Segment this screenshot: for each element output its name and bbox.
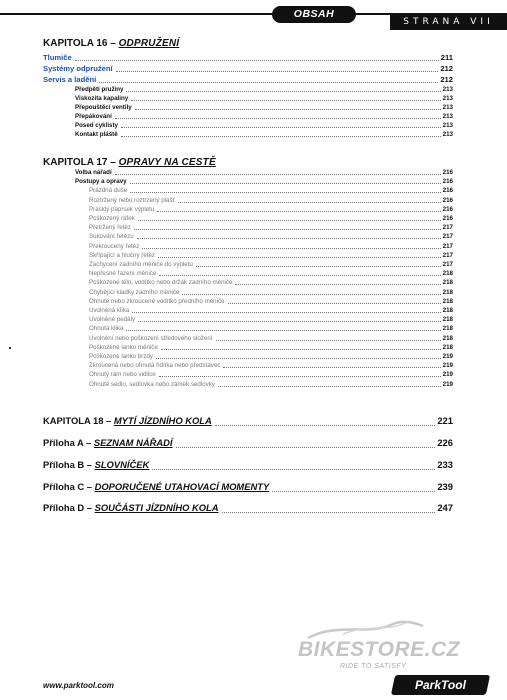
- chapter-17-entry-page: 218: [442, 279, 453, 287]
- chapter-17-entry-label: Ohnuté nebo zkroucené vodítko předního měniče: [89, 297, 225, 305]
- dot-leader: [178, 201, 441, 203]
- chapter-17-entry[interactable]: [75, 177, 453, 186]
- chapter-17-entry[interactable]: [89, 232, 453, 241]
- chapter-17-entry-label: Ohnuté sedlo, sedlovka nebo zámek sedlovky: [89, 380, 215, 388]
- chapter-17-entry[interactable]: [89, 370, 453, 379]
- chapter-17-title: OPRAVY NA CESTĚ: [118, 157, 216, 168]
- chapter-16-entry[interactable]: [75, 121, 453, 130]
- chapter-17-entry[interactable]: [89, 297, 453, 306]
- chapter-17-entry[interactable]: [89, 352, 453, 361]
- chapter-17-entry-label: Poškozené lanko měniče: [89, 343, 158, 351]
- chapter-17-entry-label: Ohnutá klika: [89, 325, 124, 333]
- chapter-16-entry-label: Posed cyklisty: [75, 121, 118, 129]
- chapter-17-entry-page: 219: [442, 371, 453, 379]
- chapter-16-entry-page: 213: [442, 103, 453, 111]
- chapter-17-entry-label: Poškozený ráfek: [89, 215, 135, 222]
- watermark-tagline: RIDE TO SATISFY: [340, 663, 407, 670]
- dot-leader: [135, 108, 441, 110]
- chapter-17-entry-label: Chybějící kladky zadního měniče: [89, 288, 180, 296]
- dot-leader: [157, 210, 440, 212]
- chapter-17-entry-label: Poškozené tělo, vodítko nebo držák zadního měniče: [89, 279, 233, 287]
- dot-leader: [215, 424, 436, 426]
- chapter-17-entry-page: 218: [442, 334, 453, 342]
- chapter-17-entry-page: 217: [442, 233, 453, 241]
- chapter-17-entry-page: 216: [442, 169, 453, 176]
- chapter-17-entry-page: 217: [442, 251, 453, 259]
- chapter-17-entry[interactable]: [89, 380, 453, 389]
- appendix-entry-prefix: Příloha A –: [43, 437, 94, 448]
- dot-leader: [134, 228, 441, 230]
- watermark-brand: BIKESTORE.CZ: [298, 638, 460, 661]
- chapter-16-entry-label: Přepákování: [75, 112, 112, 120]
- page-number-label: STRANA VII: [390, 14, 507, 30]
- dot-leader: [142, 247, 440, 249]
- chapter-16-entry-page: 213: [442, 130, 453, 138]
- header-title: OBSAH: [272, 6, 356, 23]
- chapter-17-entry-page: 216: [442, 196, 453, 204]
- dot-leader: [159, 375, 441, 377]
- appendix-entry-label: [43, 458, 149, 472]
- bikestore-watermark: [298, 618, 478, 668]
- appendix-entry[interactable]: [43, 480, 453, 494]
- dot-leader: [130, 182, 441, 184]
- chapter-16-entry-label: Předpětí pružiny: [75, 86, 124, 93]
- chapter-16-entry-page: 213: [442, 86, 453, 93]
- dot-leader: [218, 385, 441, 387]
- chapter-16-heading: [43, 38, 179, 49]
- chapter-17-entry-page: 218: [442, 288, 453, 296]
- appendix-entry[interactable]: [43, 458, 453, 472]
- chapter-17-entry-label: Poškozené lanko brzdy: [89, 353, 153, 360]
- appendix-entry-prefix: Příloha D –: [43, 502, 95, 513]
- chapter-17-prefix: KAPITOLA 17 –: [43, 157, 119, 168]
- dot-leader: [137, 237, 441, 239]
- chapter-16-entry[interactable]: [43, 52, 453, 63]
- chapter-17-entry-label: Roztržený nebo roztrzený plášť: [89, 196, 175, 204]
- chapter-16-entry-label: Přepouštěcí ventily: [75, 103, 132, 111]
- chapter-17-entry-page: 217: [442, 224, 453, 232]
- dot-leader: [121, 135, 441, 137]
- dot-leader: [216, 339, 441, 341]
- chapter-16-entry-page: 213: [442, 112, 453, 120]
- dot-leader: [115, 173, 441, 175]
- appendix-entry-prefix: Příloha C –: [43, 481, 95, 492]
- dot-leader: [228, 302, 441, 304]
- chapter-17-entry[interactable]: [89, 223, 453, 232]
- margin-dot: [9, 347, 11, 349]
- dot-leader: [121, 126, 441, 128]
- appendix-entry-title: SLOVNÍČEK: [94, 459, 150, 470]
- chapter-17-entry-label: Uvolněná klika: [89, 307, 130, 314]
- dot-leader: [159, 274, 440, 276]
- dot-leader: [126, 90, 440, 92]
- chapter-16-prefix: KAPITOLA 16 –: [43, 38, 119, 49]
- chapter-16-entry-page: 213: [442, 94, 453, 102]
- chapter-17-entry-label: Prasklý paprsek výpletu: [89, 205, 155, 213]
- chapter-17-entry[interactable]: [89, 269, 453, 278]
- dot-leader: [116, 70, 439, 72]
- chapter-17-entry-label: Uvolněné pedály: [89, 316, 136, 324]
- dot-leader: [126, 329, 440, 331]
- dot-leader: [161, 348, 441, 350]
- dot-leader: [272, 490, 435, 492]
- parktool-logo: [391, 675, 490, 695]
- chapter-17-entry-page: 218: [442, 325, 453, 333]
- appendix-entry-page: 226: [437, 437, 453, 448]
- chapter-17-entry[interactable]: [89, 288, 453, 297]
- chapter-17-entry-label: Zkroucená nebo ohnutá řidítka nebo představec: [89, 362, 221, 370]
- chapter-17-entry-page: 218: [442, 297, 453, 305]
- chapter-16-entry[interactable]: [75, 94, 453, 103]
- chapter-17-entry-page: 218: [442, 270, 453, 278]
- appendix-entry-label: [43, 436, 173, 450]
- chapter-16-entry-label: Systémy odpružení: [43, 64, 113, 73]
- chapter-17-entry-label: Překroucený řetěz: [89, 242, 140, 250]
- chapter-17-entry[interactable]: [89, 251, 453, 260]
- chapter-17-entry-label: Prázdná duše: [89, 187, 128, 195]
- dot-leader: [132, 311, 440, 313]
- chapter-17-heading: [43, 157, 216, 168]
- chapter-17-entry[interactable]: [89, 334, 453, 343]
- chapter-16-entry-label: Kontakt pláště: [75, 130, 118, 138]
- chapter-17-entry-page: 217: [442, 242, 453, 250]
- chapter-17-entry[interactable]: [89, 361, 453, 370]
- appendix-entry-title: DOPORUČENÉ UTAHOVACÍ MOMENTY: [94, 481, 270, 492]
- chapter-17-entry[interactable]: [89, 343, 453, 352]
- chapter-17-entry-page: 218: [442, 307, 453, 314]
- dot-leader: [99, 81, 438, 83]
- appendix-entry[interactable]: [43, 414, 453, 428]
- chapter-17-entry[interactable]: [89, 205, 453, 214]
- chapter-17-entry-label: Postupy a opravy: [75, 178, 127, 186]
- appendix-entry-label: [43, 414, 212, 428]
- chapter-17-entry[interactable]: [89, 324, 453, 333]
- dot-leader: [138, 219, 441, 221]
- chapter-17-entry[interactable]: [75, 168, 453, 177]
- chapter-16-title: ODPRUŽENÍ: [118, 38, 180, 49]
- appendix-entry-prefix: KAPITOLA 18 –: [43, 415, 114, 426]
- chapter-16-entry-page: 213: [442, 121, 453, 129]
- appendix-entry-page: 221: [437, 415, 453, 426]
- chapter-17-entry-label: Uvolnění nebo poškození středového složení: [89, 334, 213, 342]
- chapter-17-entry[interactable]: [89, 315, 453, 324]
- dot-leader: [152, 468, 435, 470]
- dot-leader: [130, 191, 440, 193]
- dot-leader: [176, 446, 436, 448]
- chapter-17-entry-label: Zachycení zadního měniče do výpletu: [89, 261, 193, 268]
- chapter-17-entry[interactable]: [89, 242, 453, 251]
- chapter-17-entry[interactable]: [89, 306, 453, 315]
- chapter-17-entry-page: 218: [442, 343, 453, 351]
- dot-leader: [182, 293, 440, 295]
- chapter-17-entry-label: Sukování řetězu: [89, 233, 134, 241]
- chapter-17-entry[interactable]: [89, 260, 453, 269]
- chapter-16-entry-page: 212: [440, 64, 453, 73]
- parktool-logo-text: ParkTool: [415, 678, 466, 692]
- appendix-entry-page: 239: [437, 481, 453, 492]
- chapter-17-entry-label: Ohnutý rám nebo vidlice: [89, 371, 156, 379]
- chapter-16-entry-label: Tlumiče: [43, 53, 72, 62]
- dot-leader: [223, 366, 440, 368]
- dot-leader: [235, 283, 440, 285]
- chapter-17-entry-page: 217: [442, 261, 453, 268]
- chapter-17-entry-page: 216: [442, 205, 453, 213]
- chapter-16-entry[interactable]: [75, 85, 453, 94]
- appendix-entry-page: 233: [437, 459, 453, 470]
- chapter-16-entry-label: Servis a ladění: [43, 75, 97, 84]
- appendix-entry-prefix: Příloha B –: [43, 459, 95, 470]
- appendix-entry[interactable]: [43, 436, 453, 450]
- chapter-16-entry[interactable]: [43, 74, 453, 85]
- chapter-17-entry-label: Volba nářadí: [75, 169, 112, 176]
- chapter-17-entry-label: Nepřesné řazení měniče: [89, 270, 157, 278]
- dot-leader: [196, 265, 441, 267]
- chapter-17-entry-page: 219: [442, 353, 453, 360]
- chapter-17-entry-page: 218: [442, 316, 453, 324]
- appendix-entry-title: SOUČÁSTI JÍZDNÍHO KOLA: [94, 502, 219, 513]
- appendix-entry-page: 247: [437, 502, 453, 513]
- chapter-17-entry-label: Přetržený řetěz: [89, 224, 131, 232]
- chapter-16-entry[interactable]: [75, 103, 453, 112]
- chapter-16-entry[interactable]: [43, 63, 453, 74]
- chapter-17-entry-page: 216: [442, 187, 453, 195]
- appendix-entry-label: [43, 480, 269, 494]
- chapter-17-entry-label: Skřípající a hlučný řetěz: [89, 251, 156, 259]
- chapter-17-entry-page: 216: [442, 215, 453, 222]
- appendix-entry-title: SEZNAM NÁŘADÍ: [93, 437, 173, 448]
- chapter-17-entry-page: 219: [442, 362, 453, 370]
- chapter-17-entry[interactable]: [89, 196, 453, 205]
- dot-leader: [131, 99, 440, 101]
- dot-leader: [156, 357, 441, 359]
- chapter-17-entry[interactable]: [89, 186, 453, 195]
- chapter-16-entry[interactable]: [75, 112, 453, 121]
- chapter-16-entry[interactable]: [75, 130, 453, 139]
- chapter-17-entry[interactable]: [89, 214, 453, 223]
- chapter-17-entry-page: 219: [442, 380, 453, 388]
- appendix-entry-title: MYTÍ JÍZDNÍHO KOLA: [113, 415, 212, 426]
- chapter-16-entry-label: Viskozita kapaliny: [75, 94, 129, 102]
- dot-leader: [158, 256, 441, 258]
- chapter-17-entry-page: 216: [442, 178, 453, 186]
- appendix-entry[interactable]: [43, 501, 453, 515]
- chapter-17-entry[interactable]: [89, 278, 453, 287]
- dot-leader: [75, 59, 439, 61]
- footer-url: www.parktool.com: [43, 681, 114, 690]
- appendix-entry-label: [43, 501, 219, 515]
- dot-leader: [138, 320, 441, 322]
- chapter-16-entry-page: 211: [440, 53, 453, 62]
- dot-leader: [222, 511, 436, 513]
- dot-leader: [115, 117, 441, 119]
- chapter-16-entry-page: 212: [440, 75, 453, 84]
